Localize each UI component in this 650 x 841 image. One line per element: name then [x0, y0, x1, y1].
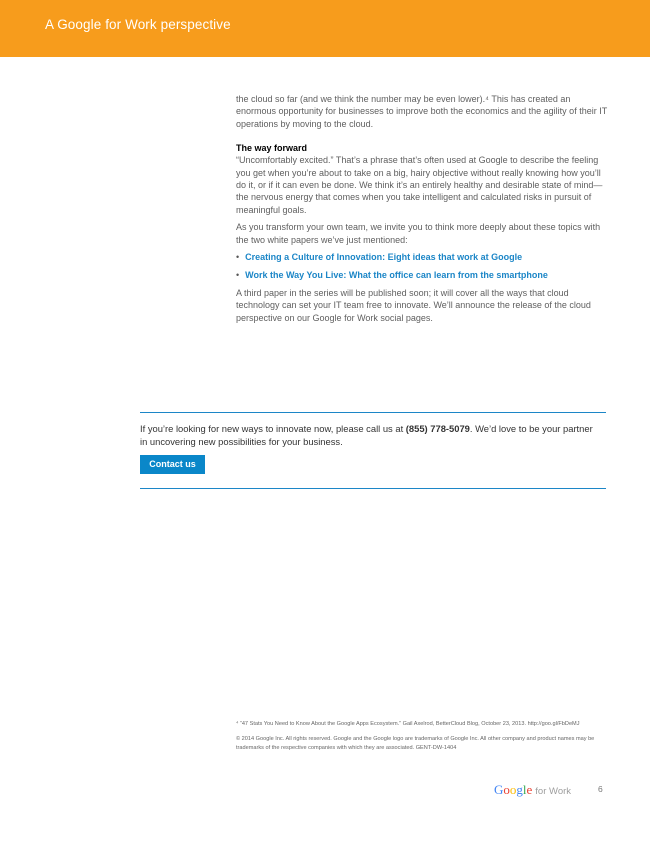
- header-title: A Google for Work perspective: [45, 17, 231, 32]
- logo-suffix: for Work: [535, 786, 572, 797]
- paragraph-transform-team: As you transform your own team, we invite you to think more deeply about these topics with the two white papers we’ve just mentioned:: [236, 222, 601, 245]
- bullet-icon: •: [236, 270, 240, 281]
- header-band: [0, 0, 650, 57]
- cta-bottom-rule: [140, 488, 606, 489]
- section-heading: The way forward: [236, 143, 308, 154]
- bullet-icon: •: [236, 252, 240, 263]
- link-label: Work the Way You Live: What the office can learn from the smartphone: [245, 270, 548, 281]
- cta-text-before: If you’re looking for new ways to innovate now, please call us at: [140, 423, 406, 434]
- main-content: [236, 93, 608, 329]
- footnote-citation: ⁴ “47 Stats You Need to Know About the Google Apps Ecosystem.” Gail Axelrod, BetterCloud Blog, October 23, 2013. http://goo.gl/FbDeMJ: [236, 721, 580, 727]
- cta-text-after: . We’d love to be your partner in uncovering new possibilities for your business.: [140, 423, 593, 447]
- paragraph-uncomfortably-excited: “Uncomfortably excited.” That’s a phrase that’s often used at Google to describe the feeling you get when you’re about to take on a big, hairy objective without really knowing how you’ll do it, or if it can even be done. We think it’s an entirely healthy and desirable state of mind—the nervous energy that comes when you take intelligent and calculated risks in pursuit of meaningful goals.: [236, 155, 603, 215]
- google-for-work-logo: [494, 782, 571, 798]
- footnotes: [236, 720, 608, 753]
- contact-us-button[interactable]: Contact us: [140, 455, 205, 474]
- google-wordmark: Google: [494, 782, 533, 797]
- cta-top-rule: [140, 412, 606, 413]
- paragraph-third-paper: A third paper in the series will be published soon; it will cover all the ways that cloud technology can set your IT team free to innovate. We’ll announce the release of the cloud perspective on our Google for Work social pages.: [236, 288, 591, 323]
- cta-phone-number: (855) 778-5079: [405, 423, 470, 434]
- link-work-the-way-you-live[interactable]: [236, 269, 608, 281]
- intro-paragraph: the cloud so far (and we think the number may be even lower).⁴ This has created an enormous opportunity for businesses to improve both the economics and the agility of their IT operations by moving to the cloud.: [236, 94, 608, 129]
- page-number: 6: [598, 784, 603, 794]
- link-label: Creating a Culture of Innovation: Eight ideas that work at Google: [245, 252, 523, 263]
- copyright-notice: © 2014 Google Inc. All rights reserved. Google and the Google logo are trademarks of Google Inc. All other company and product names may be trademarks of the respective companies with which they are associated. GENT-DW-1404: [236, 736, 595, 751]
- cta-text: [140, 422, 600, 448]
- link-culture-of-innovation[interactable]: [236, 251, 608, 263]
